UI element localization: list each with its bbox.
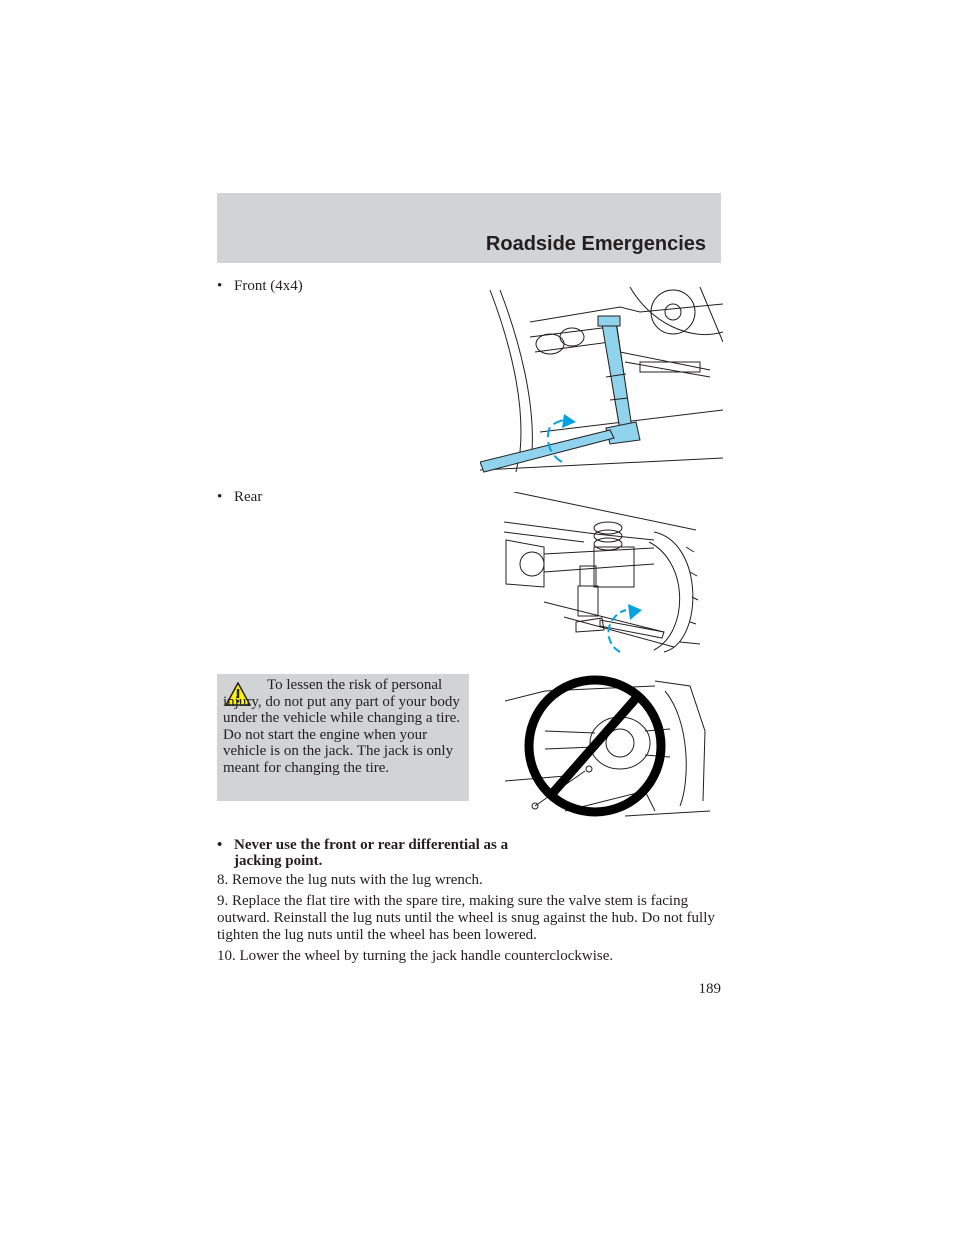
section-header-band [217,193,721,263]
step-8: 8. Remove the lug nuts with the lug wrench. [217,872,483,888]
warning-text: To lessen the risk of personal injury, do not put any part of your body under the vehicle while changing a tire. Do not start the engine when your vehicle is on the jack. The jack is only meant for changing the tire. [223,677,460,776]
rear-jack-point-label [217,488,262,506]
section-title: Roadside Emergencies [485,233,706,255]
front-jack-illustration [480,282,723,474]
differential-caution-text: Never use the front or rear differential as a jacking point. [234,837,509,869]
front-jack-point-text: Front (4x4) [234,278,303,294]
bullet-dot: • [217,837,223,853]
warning-box [217,674,469,801]
front-jack-point-label [217,277,303,295]
rear-jack-illustration [504,492,700,657]
differential-caution-bullet [217,837,534,869]
bullet-dot: • [217,489,223,505]
no-differential-jacking-illustration [505,671,710,826]
step-9: 9. Replace the flat tire with the spare tire, making sure the valve stem is facing outward. Reinstall the lug nuts until the wheel is snug against the hub. Do not fully tighten the lug nuts until the wheel has been lowered. [217,893,715,943]
rear-jack-point-text: Rear [234,489,263,505]
step-10: 10. Lower the wheel by turning the jack handle counterclockwise. [217,948,614,964]
page-number: 189 [698,981,721,997]
bullet-dot: • [217,278,223,294]
